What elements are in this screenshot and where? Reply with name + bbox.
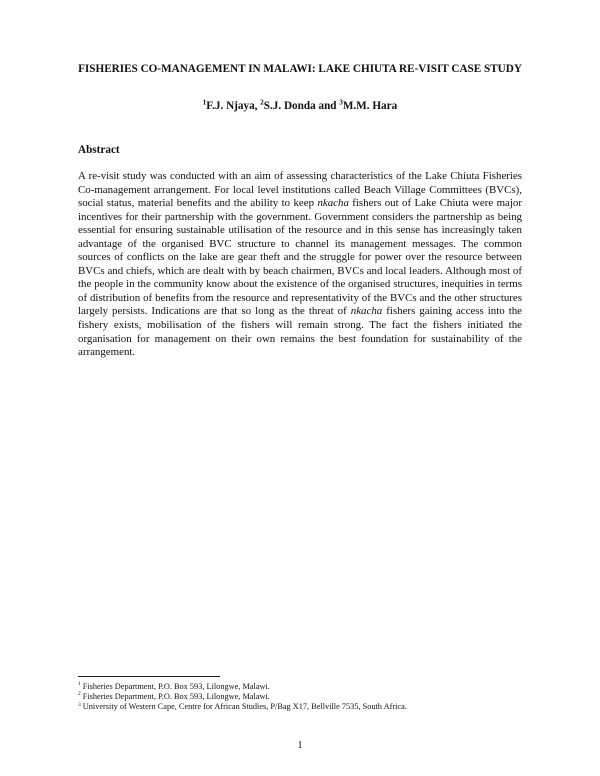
footnote-1: [78, 682, 538, 692]
author-line: [60, 99, 540, 113]
author-3-mark: 3: [339, 98, 343, 107]
footnote-3: [78, 702, 538, 712]
footnote-separator: [78, 676, 220, 677]
abstract-heading: Abstract: [78, 144, 120, 156]
abstract-emphasis-2: nkacha: [350, 305, 383, 318]
author-1: [203, 100, 258, 112]
footnote-2: [78, 692, 538, 702]
footnote-2-text: Fisheries Department, P.O. Box 593, Lilongwe, Malawi.: [82, 692, 270, 702]
paper-title: FISHERIES CO-MANAGEMENT IN MALAWI: LAKE CHIUTA RE-VISIT CASE STUDY: [78, 63, 522, 75]
author-1-mark: 1: [202, 98, 207, 107]
abstract-emphasis-1: nkacha: [317, 197, 349, 210]
author-2-name: S.J. Donda and: [263, 100, 337, 112]
footnote-1-mark: 1: [78, 681, 81, 688]
page-number: 1: [297, 740, 303, 751]
footnotes: [78, 682, 538, 713]
footnote-3-mark: 3: [78, 701, 81, 708]
abstract-text-3: fishers gaining access into the fishery exists, mobilisation of the fishers will remain strong. The fact the fishers initiated the organisation for management on their own remains the best foundation for sustainability of the arrangement.: [78, 305, 522, 359]
abstract-text-1: A re-visit study was conducted with an aim of assessing characteristics of the Lake Chiuta Fisheries Co-management arrangement. For local level institutions called Beach Village Committees (BVCs), social status, material benefits and the ability to keep: [78, 170, 522, 210]
abstract-text-2: fishers out of Lake Chiuta were major incentives for their partnership with the government. Government considers the partnership as being essential for ensuring sustainable utilisation of the resource and in this sense has increasingly taken advantage of the organised BVC structure to channel its management messages. The common sources of conflicts on the lake are gear theft and the struggle for power over the resource between BVCs and chiefs, which are dealt with by beach chairmen, BVCs and local leaders. Although most of the people in the community know about the existence of the organised structures, inequities in terms of distribution of benefits from the resource and representativity of the BVCs and the other structures largely persists. Indications are that so long as the threat of: [78, 197, 522, 318]
author-3-name: M.M. Hara: [342, 100, 398, 112]
footnote-1-text: Fisheries Department, P.O. Box 593, Lilongwe, Malawi.: [82, 682, 270, 691]
author-3: [339, 100, 397, 112]
author-2: [260, 100, 336, 112]
abstract-body: [78, 170, 522, 360]
footnote-3-text: University of Western Cape, Centre for African Studies, P/Bag X17, Bellville 7535, South Africa.: [82, 702, 407, 712]
author-2-mark: 2: [260, 98, 264, 107]
author-1-name: F.J. Njaya,: [206, 100, 258, 112]
footnote-2-mark: 2: [78, 691, 81, 698]
